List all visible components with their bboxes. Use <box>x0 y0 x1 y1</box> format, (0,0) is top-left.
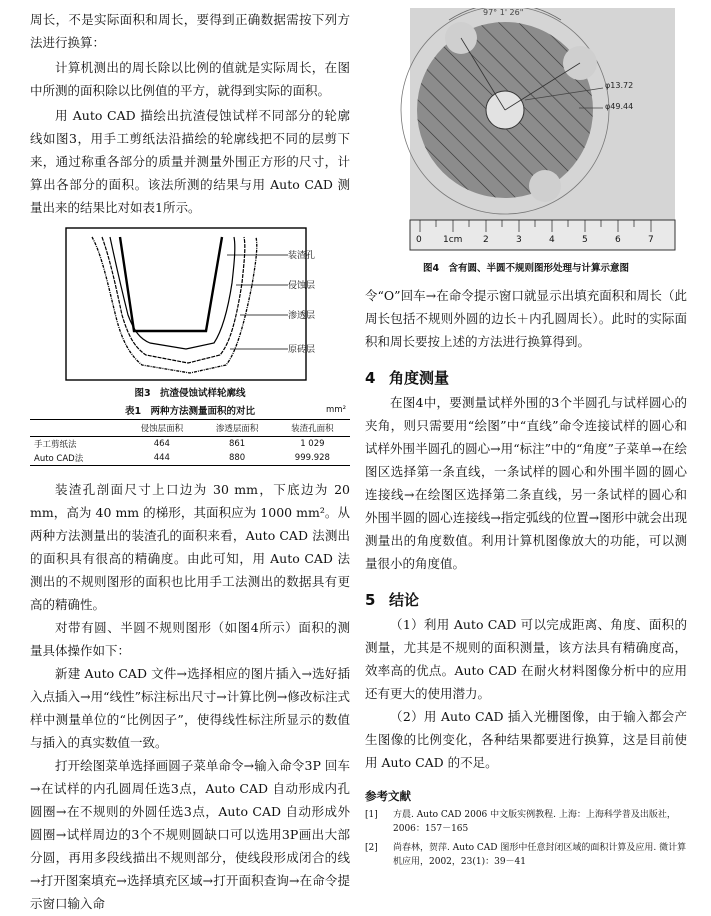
table-1 <box>30 405 350 466</box>
section-number: 4 <box>365 369 376 387</box>
paragraph: 对带有圆、半圆不规则图形（如图4所示）面积的测量具体操作如下： <box>30 620 350 658</box>
label-slag-hole: 装渣孔 <box>288 251 316 261</box>
ruler-label: 6 <box>615 235 621 245</box>
figure-4 <box>365 8 687 276</box>
figure-3 <box>30 225 350 401</box>
ruler-label: 3 <box>516 235 522 245</box>
section-number: 5 <box>365 591 376 609</box>
reference-number: [2] <box>365 843 378 853</box>
table-header <box>30 420 124 437</box>
table-cell: 861 <box>228 439 246 449</box>
table-1-unit: mm² <box>326 405 346 415</box>
table-cell: 999.928 <box>294 453 330 463</box>
paragraph: 计算机测出的周长除以比例的值就是实际周长，在图中所测的面积除以比例值的平方，就得到实际的面积。 <box>30 60 350 98</box>
paragraph: 打开绘图菜单选择画圆子菜单命令→输入命令3P 回车→在试样的内孔圆周任选3点，Auto CAD 自动形成内孔圆圈→在不规则的外圆任选3点，Auto CAD 自动形成外圆圈→试样周边的3个不规则圆缺口可以选用3P画出大部分圆，再用多段线描出不规则部分，使线段形成闭合的线→打开图案填充→选择填充区域→打开面积查询→在命令提示窗口输入命 <box>30 758 350 911</box>
table-header: 侵蚀层面积 <box>124 420 199 437</box>
ruler-label: 5 <box>582 235 588 245</box>
table-cell: 464 <box>153 439 170 449</box>
label-base-layer: 原砖层 <box>288 345 316 355</box>
section-heading <box>365 367 687 389</box>
label-erosion-layer: 侵蚀层 <box>288 281 316 291</box>
base-layer-outline <box>92 237 257 373</box>
figure-3-caption: 图3 抗渣侵蚀试样轮廓线 <box>134 388 246 399</box>
paragraph: 用 Auto CAD 描绘出抗渣侵蚀试样不同部分的轮廓线如图3，用手工剪纸法沿描绘的轮廓线把不同的层剪下来，通过称重各部分的质量并测量外围正方形的尺寸，计算出各部分的面积。该法所测的结果与用 Auto CAD 测量出来的结果比对如表1所示。 <box>30 108 350 215</box>
label-penetration-layer: 渗透层 <box>288 311 316 321</box>
paragraph: 令“O”回车→在命令提示窗口就显示出填充面积和周长（此周长包括不规则外圆的边长＋内孔圆周长）。此时的实际面积和周长要按上述的方法进行换算得到。 <box>365 288 687 349</box>
inner-diameter-label: φ13.72 <box>605 81 634 90</box>
reference-text: 尚春林，贺萍. Auto CAD 图形中任意封闭区域的面积计算及应用. 微计算机应用，2002，23(1)：39－41 <box>393 843 687 867</box>
reference-item <box>365 841 687 869</box>
table-header: 装渣孔面积 <box>275 420 350 437</box>
outer-diameter-label: φ49.44 <box>605 102 634 111</box>
reference-number: [1] <box>365 810 378 820</box>
paragraph: 新建 Auto CAD 文件→选择相应的图片插入→选好插入点插入→用“线性”标注标出尺寸→计算比例→修改标注式样中测量单位的“比例因子”，使得线性标注所显示的数值与插入的真实数值一致。 <box>30 666 350 750</box>
slag-hole-outline <box>120 237 222 331</box>
paragraph: 周长，不是实际面积和周长，要得到正确数据需按下列方法进行换算： <box>30 12 350 50</box>
section-heading <box>365 589 687 611</box>
section-title: 结论 <box>389 591 420 609</box>
reference-item <box>365 808 687 836</box>
table-cell: Auto CAD法 <box>34 454 84 464</box>
table-header: 渗透层面积 <box>199 420 274 437</box>
ruler-label: 2 <box>483 235 489 245</box>
figure-4-caption: 图4 含有圆、半圆不规则图形处理与计算示意图 <box>422 263 630 274</box>
angle-label: 97° 1' 26" <box>483 8 524 17</box>
section-title: 角度测量 <box>389 369 450 387</box>
paragraph: （1）利用 Auto CAD 可以完成距离、角度、面积的测量，尤其是不规则的面积测量，该方法具有精确度高，效率高的优点。Auto CAD 在耐火材料图像分析中的应用还有更大的使用潜力。 <box>365 617 687 701</box>
paragraph: （2）用 Auto CAD 插入光栅图像，由于输入都会产生图像的比例变化，各种结果都要进行换算，这是目前使用 Auto CAD 的不足。 <box>365 709 687 770</box>
right-column <box>365 8 687 874</box>
references-heading: 参考文献 <box>365 789 411 803</box>
table-1-title: 表1 两种方法测量面积的对比 <box>124 406 256 417</box>
figure-4-photo <box>365 8 687 258</box>
table-cell: 1 029 <box>300 439 325 449</box>
ruler-label: 7 <box>648 235 654 245</box>
reference-text: 方晨. Auto CAD 2006 中文版实例教程. 上海：上海科学普及出版社，2006：157－165 <box>393 810 676 834</box>
comparison-table <box>30 419 350 466</box>
paragraph: 在图4中，要测量试样外围的3个半圆孔与试样圆心的夹角，则只需要用“绘图”中“直线”命令连接试样的圆心和试样外围半圆孔的圆心→用“标注”中的“角度”子菜单→在绘图区选择第一条直线，一条试样的圆心和外围半圆的圆心连接线→在绘图区选择第二条直线，另一条试样的圆心和外围半圆的圆心连接线→指定弧线的位置→图形中就会出现测量出的角度数值。利用计算机图像放大的功能，可以测量很小的角度值。 <box>365 395 687 571</box>
ruler-label: 0 <box>416 235 422 245</box>
left-column <box>30 8 350 915</box>
table-cell: 手工剪纸法 <box>34 440 77 450</box>
ruler-label: 4 <box>549 235 555 245</box>
ruler-label: 1cm <box>443 235 463 245</box>
paragraph: 装渣孔剖面尺寸上口边为 30 mm，下底边为 20 mm，高为 40 mm 的梯形，其面积应为 1000 mm²。从两种方法测量出的装渣孔的面积来看，Auto CAD 法测出的面积具有很高的精确度。由此可知，用 Auto CAD 法测出的不规则图形的面积也比用手工法测出的数据具有更高的精确性。 <box>30 482 350 612</box>
table-row <box>30 451 350 466</box>
table-row <box>30 437 350 452</box>
table-cell: 880 <box>228 453 246 463</box>
table-cell: 444 <box>153 453 170 463</box>
